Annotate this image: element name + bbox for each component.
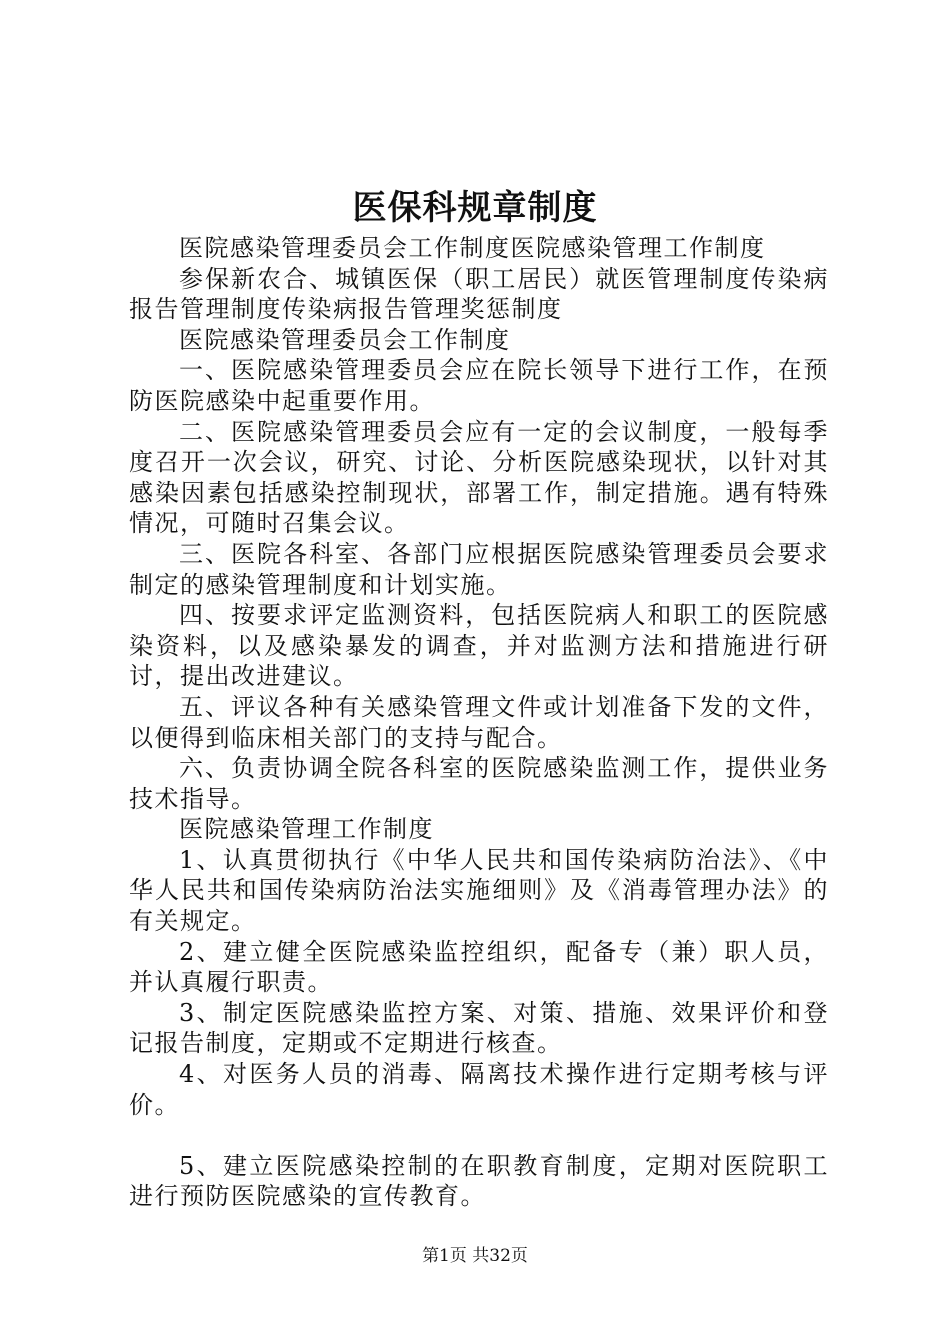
paragraph: 4、对医务人员的消毒、隔离技术操作进行定期考核与评价。 [129,1060,829,1119]
paragraph: 五、评议各种有关感染管理文件或计划准备下发的文件，以便得到临床相关部门的支持与配合。 [129,692,829,752]
paragraph: 参保新农合、城镇医保（职工居民）就医管理制度传染病报告管理制度传染病报告管理奖惩制度 [129,264,829,324]
paragraph: 三、医院各科室、各部门应根据医院感染管理委员会要求制定的感染管理制度和计划实施。 [129,539,829,599]
paragraph: 医院感染管理委员会工作制度医院感染管理工作制度 [179,234,766,262]
document-body [129,233,829,1212]
page-footer: 第1页 共32页 [422,1246,528,1266]
paragraph: 一、医院感染管理委员会应在院长领导下进行工作，在预防医院感染中起重要作用。 [129,356,829,415]
section-heading: 医院感染管理工作制度 [179,815,434,844]
paragraph: 5、建立医院感染控制的在职教育制度，定期对医院职工进行预防医院感染的宣传教育。 [129,1151,829,1211]
paragraph: 六、负责协调全院各科室的医院感染监测工作，提供业务技术指导。 [129,754,829,813]
paragraph: 2、建立健全医院感染监控组织，配备专（兼）职人员，并认真履行职责。 [129,937,829,997]
section-heading: 医院感染管理委员会工作制度 [179,325,511,354]
paragraph: 二、医院感染管理委员会应有一定的会议制度，一般每季度召开一次会议，研究、讨论、分析医院感染现状，以针对其感染因素包括感染控制现状，部署工作，制定措施。遇有特殊情况，可随时召集会议。 [129,417,829,538]
paragraph: 四、按要求评定监测资料，包括医院病人和职工的医院感染资料，以及感染暴发的调查，并对监测方法和措施进行研讨，提出改进建议。 [129,601,829,691]
paragraph: 1、认真贯彻执行《中华人民共和国传染病防治法》、《中华人民共和国传染病防治法实施细则》及《消毒管理办法》的有关规定。 [129,845,829,936]
document-title: 医保科规章制度 [352,188,598,228]
paragraph: 3、制定医院感染监控方案、对策、措施、效果评价和登记报告制度，定期或不定期进行核查。 [129,998,829,1058]
